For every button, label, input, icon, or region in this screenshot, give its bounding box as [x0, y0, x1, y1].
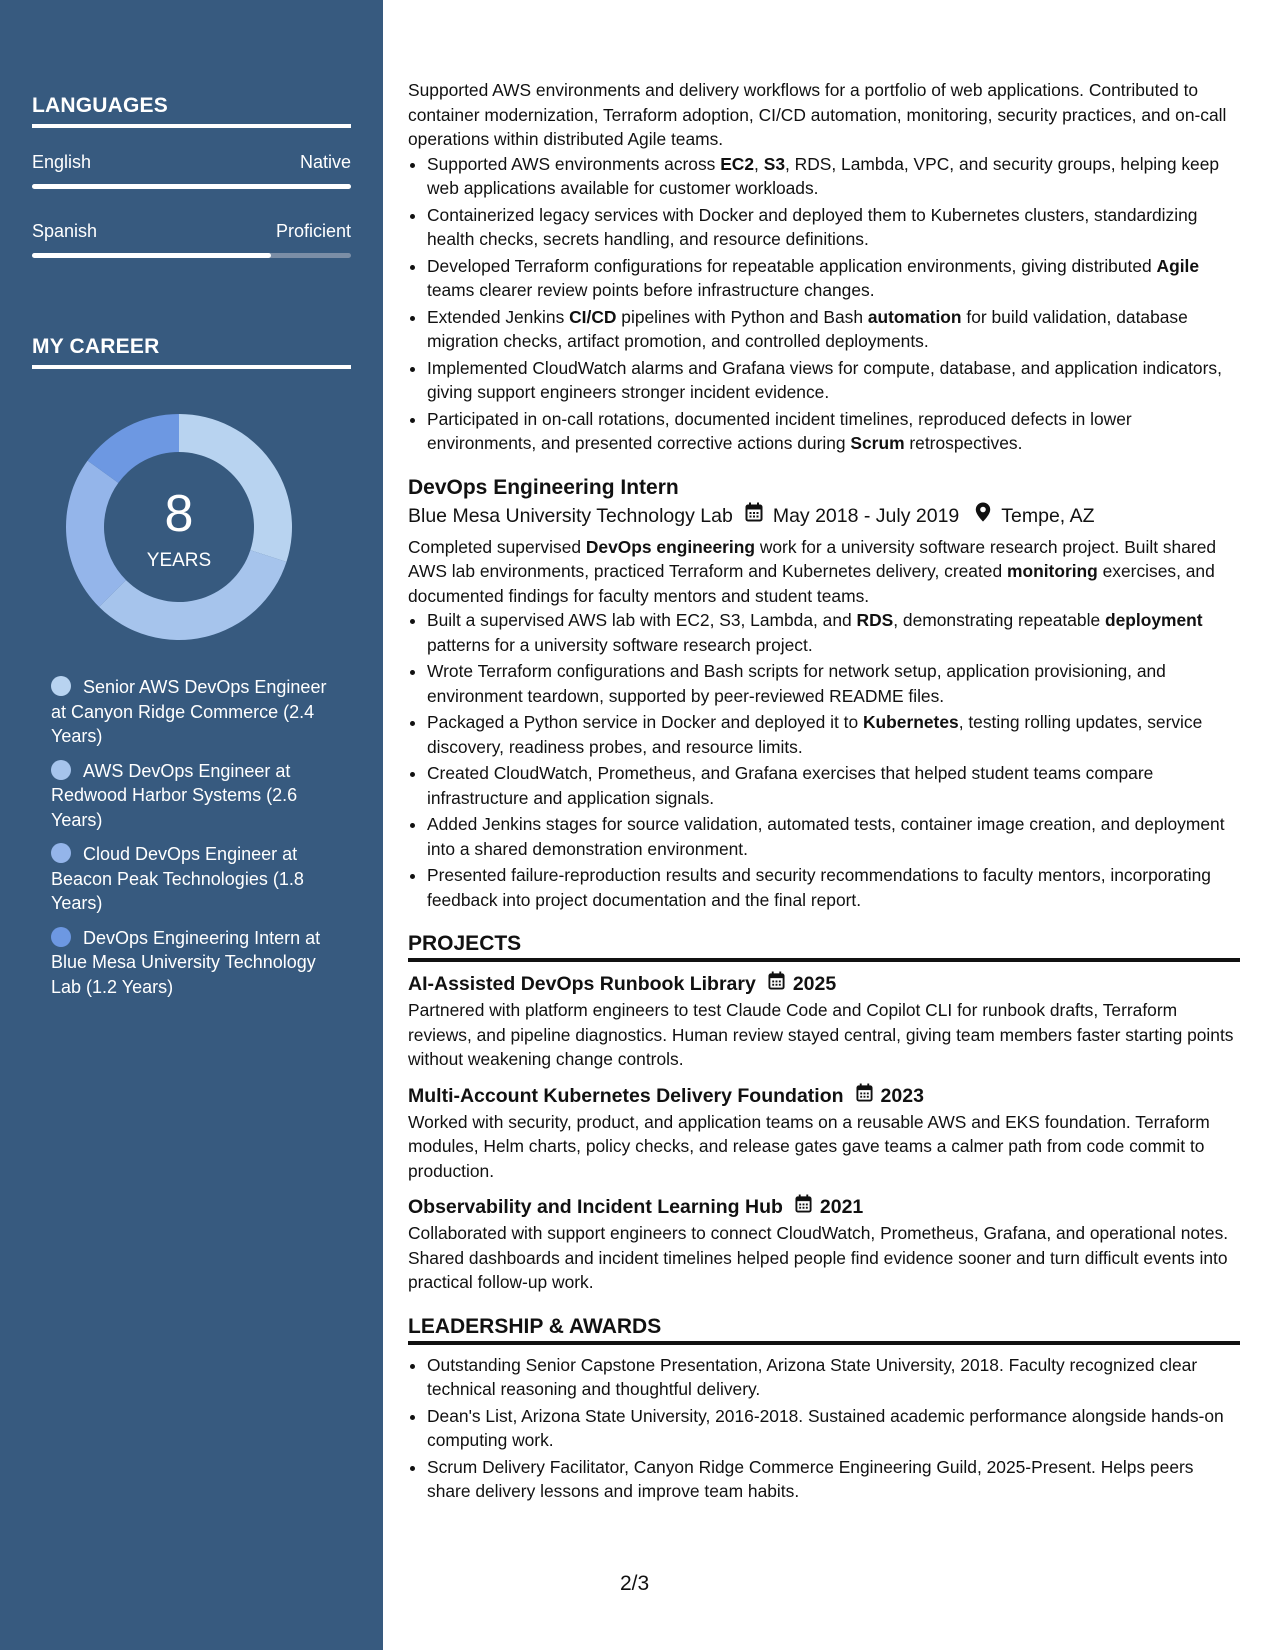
legend-item — [51, 926, 341, 1000]
intern-intro — [408, 535, 1240, 609]
text-segment: , demonstrating repeatable — [893, 610, 1105, 630]
bullet-item — [427, 152, 1240, 201]
language-level: Proficient — [275, 221, 351, 241]
project-title-row — [408, 970, 1240, 998]
bullet-item — [427, 356, 1240, 405]
project-year: 2023 — [880, 1084, 924, 1107]
text-segment: Extended Jenkins — [427, 306, 570, 327]
bold-text: monitoring — [1006, 561, 1098, 581]
language-row-english — [32, 152, 351, 173]
language-name: Spanish — [32, 221, 98, 241]
career-legend — [51, 675, 341, 1009]
award-item: • Dean's List, Arizona State University, 2016-2018. Sustained academic performance alongside hands-on computing work. — [427, 1404, 1240, 1453]
language-row-spanish — [32, 221, 351, 242]
text-segment: work for a university software research project. Built shared AWS lab environments, practiced Terraform and Kubernetes delivery, created — [408, 536, 1217, 581]
bullet-item — [427, 659, 1240, 708]
bold-text: Agile — [1156, 255, 1200, 276]
career-heading: MY CAREER — [32, 335, 351, 369]
text-segment: Added Jenkins stages for source validation, automated tests, container image creation, and deployment into a shared demonstration environment. — [427, 814, 1225, 859]
text-segment: pipelines with Python and Bash — [616, 306, 868, 327]
sidebar — [0, 0, 383, 1650]
legend-dot — [51, 760, 71, 780]
page-number: 2/3 — [620, 1572, 650, 1595]
bold-text: EC2 — [720, 153, 755, 174]
text-segment: , — [754, 153, 764, 174]
legend-item — [51, 759, 341, 833]
language-name: English — [32, 152, 92, 172]
award-item: • Scrum Delivery Facilitator, Canyon Ridge Commerce Engineering Guild, 2025-Present. Helps peers share delivery lessons and improve team habits. — [427, 1455, 1240, 1504]
text-segment: for build validation, database migration checks, artifact promotion, and controlled deployments. — [427, 306, 1188, 351]
text-segment: Developed Terraform configurations for repeatable application environments, giving distributed — [427, 255, 1157, 276]
languages-heading: LANGUAGES — [32, 94, 351, 128]
legend-text: DevOps Engineering Intern at Blue Mesa University Technology Lab (1.2 Years) — [51, 927, 321, 997]
bold-text: S3 — [763, 153, 785, 174]
donut-total-number: 8 — [164, 485, 194, 543]
bullet-item — [427, 812, 1240, 861]
bold-text: Scrum — [850, 433, 905, 453]
award-item: • Outstanding Senior Capstone Presentation, Arizona State University, 2018. Faculty recognized clear technical reasoning and thoughtful delivery. — [427, 1353, 1240, 1402]
projects-list — [408, 970, 1240, 1295]
bullet-item — [427, 608, 1240, 657]
job-dates: May 2018 - July 2019 — [772, 504, 960, 527]
project-title-row — [408, 1193, 1240, 1221]
project-item — [408, 970, 1240, 1072]
project-item — [408, 1193, 1240, 1295]
legend-text: AWS DevOps Engineer at Redwood Harbor Systems (2.6 Years) — [51, 760, 298, 830]
text-segment: Participated in on-call rotations, documented incident timelines, reproduced defects in lower environments, and presented corrective actions during — [427, 408, 1132, 453]
location-pin-icon — [975, 502, 991, 530]
project-title: Multi-Account Kubernetes Delivery Foundation — [408, 1084, 844, 1107]
calendar-icon — [856, 1082, 873, 1110]
job-location: Tempe, AZ — [1001, 504, 1095, 527]
text-segment: Packaged a Python service in Docker and deployed it to — [427, 712, 863, 732]
legend-dot — [51, 843, 71, 863]
text-segment: retrospectives. — [904, 433, 1023, 453]
project-title: Observability and Incident Learning Hub — [408, 1196, 783, 1218]
project-description: Collaborated with support engineers to connect CloudWatch, Prometheus, Grafana, and operational notes. Shared dashboards and incident timelines helped people find evidence sooner and turn difficult events into practical follow-up work. — [408, 1223, 1229, 1292]
text-segment: Wrote Terraform configurations and Bash scripts for network setup, application provisioning, and environment teardown, supported by peer-reviewed README files. — [427, 661, 1166, 706]
legend-dot — [51, 927, 71, 947]
bullet-item — [427, 203, 1240, 252]
calendar-icon — [768, 970, 785, 998]
text-segment: Created CloudWatch, Prometheus, and Grafana exercises that helped student teams compare infrastructure and application signals. — [427, 763, 1154, 808]
project-year: 2021 — [819, 1196, 864, 1218]
project-description: Partnered with platform engineers to test Claude Code and Copilot CLI for runbook drafts, Terraform reviews, and pipeline diagnostics. Human review stayed central, giving team members faster starting points without weakening change controls. — [408, 1000, 1234, 1069]
project-description: Worked with security, product, and application teams on a reusable AWS and EKS foundation. Terraform modules, Helm charts, policy checks, and release gates gave teams a calmer path from code commit to production. — [408, 1111, 1210, 1181]
calendar-icon — [745, 502, 763, 530]
language-bar-english — [32, 184, 351, 189]
main-content — [408, 78, 1240, 1506]
career-donut-chart — [66, 414, 292, 640]
text-segment: Built a supervised AWS lab with EC2, S3, Lambda, and — [427, 610, 857, 630]
bold-text: deployment — [1104, 610, 1203, 630]
legend-item — [51, 675, 341, 749]
project-item — [408, 1082, 1240, 1184]
bold-text: automation — [867, 306, 962, 327]
language-bar-fill — [32, 253, 271, 258]
language-bar-fill — [32, 184, 351, 189]
bold-text: Kubernetes — [863, 712, 959, 732]
leadership-list — [408, 1353, 1240, 1504]
text-segment: Containerized legacy services with Docker and deployed them to Kubernetes clusters, standardizing health checks, secrets handling, and resource definitions. — [427, 204, 1198, 249]
bullet-item — [427, 863, 1240, 912]
intern-bullets — [408, 608, 1240, 912]
legend-text: Cloud DevOps Engineer at Beacon Peak Technologies (1.8 Years) — [51, 844, 304, 913]
calendar-icon — [795, 1193, 812, 1221]
donut-total-label: YEARS — [146, 550, 212, 571]
text-segment: patterns for a university software research project. — [427, 634, 813, 655]
text-segment: Completed supervised — [408, 536, 586, 557]
project-title: AI-Assisted DevOps Runbook Library — [408, 973, 756, 995]
text-segment: , RDS, Lambda, VPC, and security groups, helping keep web applications available for customer workloads. — [427, 153, 1220, 198]
projects-heading: PROJECTS — [408, 932, 1240, 962]
bold-text: RDS — [856, 610, 894, 630]
text-segment: Presented failure-reproduction results and security recommendations to faculty mentors, incorporating feedback into project documentation and the final report. — [427, 865, 1211, 910]
bullet-item — [427, 761, 1240, 810]
language-bar-spanish — [32, 253, 351, 258]
text-segment: , testing rolling updates, service discovery, readiness probes, and resource limits. — [427, 712, 1203, 757]
job-title: DevOps Engineering Intern — [408, 475, 679, 499]
bullet-item — [427, 407, 1240, 456]
bullet-item — [427, 254, 1240, 303]
experience-bullets — [408, 152, 1240, 456]
experience-intro: Supported AWS environments and delivery workflows for a portfolio of web applications. Contributed to container modernization, Terraform adoption, CI/CD automation, monitoring, security practices, and on-call operations within distributed Agile teams. — [408, 80, 1227, 149]
text-segment: exercises, and documented findings for faculty mentors and student teams. — [408, 561, 1215, 606]
company-name: Blue Mesa University Technology Lab — [408, 504, 733, 527]
bullet-item — [427, 710, 1240, 759]
bullet-item — [427, 305, 1240, 354]
project-year: 2025 — [792, 973, 837, 995]
legend-text: Senior AWS DevOps Engineer at Canyon Ridge Commerce (2.4 Years) — [51, 677, 327, 746]
legend-item — [51, 842, 341, 916]
leadership-heading: LEADERSHIP & AWARDS — [408, 1315, 1240, 1345]
project-title-row — [408, 1082, 1240, 1110]
legend-dot — [51, 676, 71, 696]
bold-text: DevOps engineering — [585, 536, 755, 557]
text-segment: teams clearer review points before infrastructure changes. — [427, 280, 875, 300]
bold-text: CI/CD — [569, 306, 617, 327]
job-meta — [408, 502, 1240, 530]
language-level: Native — [299, 152, 351, 172]
text-segment: Supported AWS environments across — [427, 153, 721, 174]
text-segment: Implemented CloudWatch alarms and Grafana views for compute, database, and application indicators, giving support engineers stronger incident evidence. — [427, 357, 1222, 402]
